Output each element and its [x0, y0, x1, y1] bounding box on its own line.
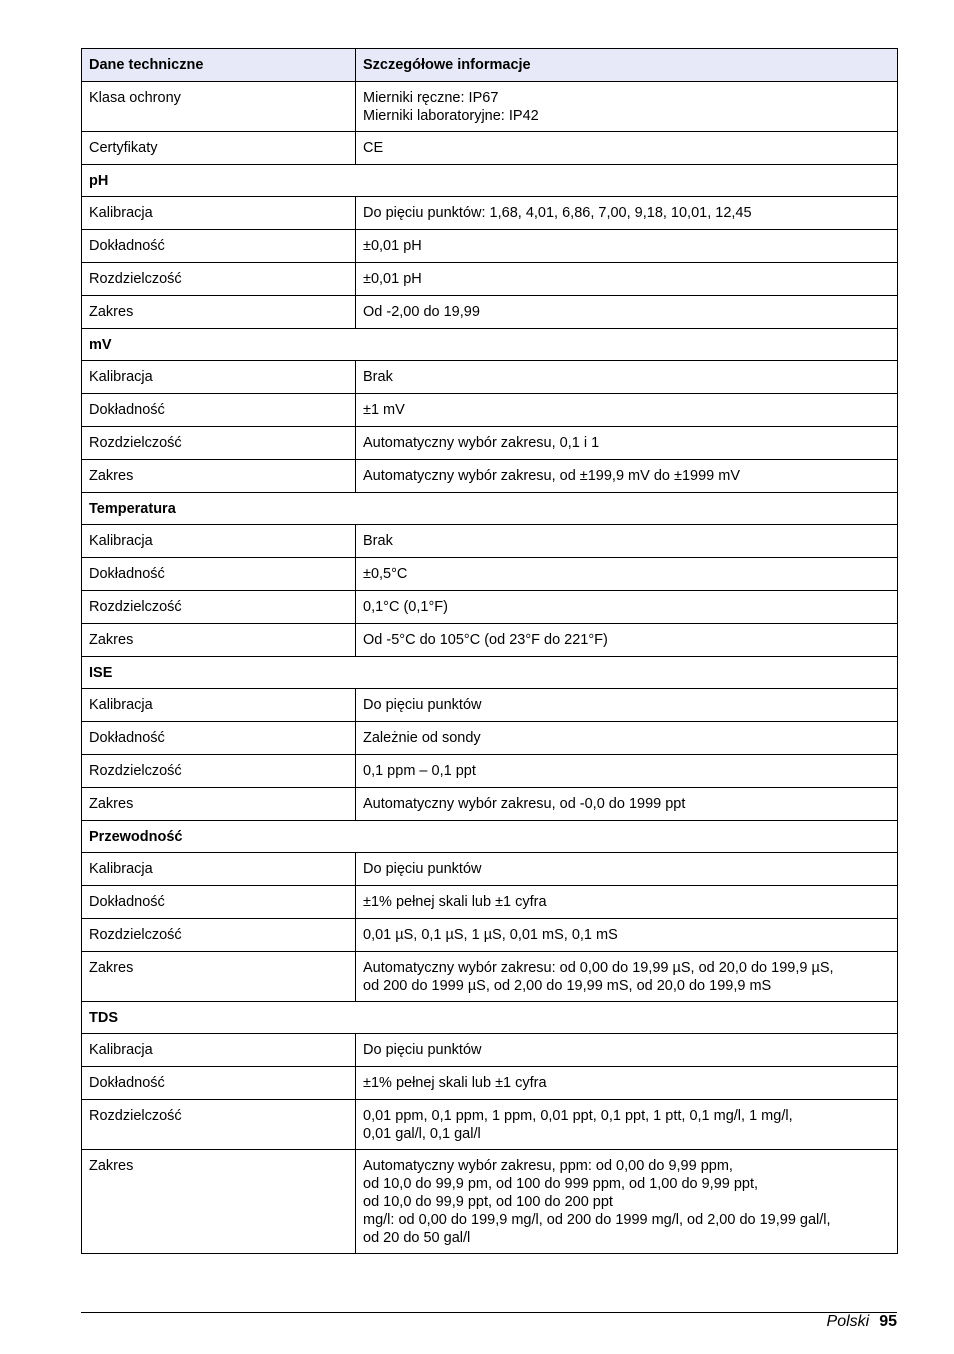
table-header-row [82, 49, 898, 82]
row-value: Do pięciu punktów [356, 853, 898, 886]
row-value: ±0,01 pH [356, 230, 898, 263]
row-value: ±0,5°C [356, 558, 898, 591]
row-label: Dokładność [82, 558, 356, 591]
row-value: 0,01 µS, 0,1 µS, 1 µS, 0,01 mS, 0,1 mS [356, 919, 898, 952]
row-label: Kalibracja [82, 361, 356, 394]
page-number: 95 [879, 1313, 897, 1330]
row-label: Zakres [82, 460, 356, 493]
section-row [82, 1002, 898, 1034]
table-row [82, 525, 898, 558]
row-label: Dokładność [82, 1067, 356, 1100]
section-title: ISE [82, 657, 898, 689]
table-row [82, 394, 898, 427]
row-value: Automatyczny wybór zakresu: od 0,00 do 19,99 µS, od 20,0 do 199,9 µS, od 200 do 1999 µS, od 2,00 do 19,99 mS, od 20,0 do 199,9 mS [356, 952, 898, 1002]
footer-divider [81, 1312, 897, 1313]
table-body [82, 82, 898, 1254]
section-row [82, 493, 898, 525]
row-value: 0,1 ppm – 0,1 ppt [356, 755, 898, 788]
row-value: Brak [356, 525, 898, 558]
row-label: Rozdzielczość [82, 1100, 356, 1150]
table-row [82, 919, 898, 952]
table-row [82, 230, 898, 263]
row-value: ±0,01 pH [356, 263, 898, 296]
row-label: Rozdzielczość [82, 427, 356, 460]
row-value: Do pięciu punktów [356, 1034, 898, 1067]
row-value: Od -2,00 do 19,99 [356, 296, 898, 329]
row-label: Rozdzielczość [82, 919, 356, 952]
row-label: Klasa ochrony [82, 82, 356, 132]
header-cell-details: Szczegółowe informacje [356, 49, 898, 82]
table-row [82, 1067, 898, 1100]
section-row [82, 821, 898, 853]
table-row [82, 132, 898, 165]
table-row [82, 1100, 898, 1150]
header-cell-parameter: Dane techniczne [82, 49, 356, 82]
table-row [82, 755, 898, 788]
section-row [82, 165, 898, 197]
section-title: TDS [82, 1002, 898, 1034]
table-row [82, 361, 898, 394]
section-title: mV [82, 329, 898, 361]
table-row [82, 263, 898, 296]
row-label: Dokładność [82, 394, 356, 427]
row-value: Automatyczny wybór zakresu, ppm: od 0,00 do 9,99 ppm, od 10,0 do 99,9 pm, od 100 do 999 ppm, od 1,00 do 9,99 ppt, od 10,0 do 99,9 ppt, od 100 do 200 ppt mg/l: od 0,00 do 199,9 mg/l, od 200 do 1999 mg/l, od 2,00 do 19,99 gal/l, od 20 do 50 gal/l [356, 1150, 898, 1254]
row-label: Zakres [82, 1150, 356, 1254]
row-label: Zakres [82, 624, 356, 657]
row-label: Dokładność [82, 886, 356, 919]
row-value: Automatyczny wybór zakresu, 0,1 i 1 [356, 427, 898, 460]
table-row [82, 788, 898, 821]
table-row [82, 460, 898, 493]
row-value: Brak [356, 361, 898, 394]
table-row [82, 427, 898, 460]
row-value: ±1 mV [356, 394, 898, 427]
row-value: Mierniki ręczne: IP67 Mierniki laboratoryjne: IP42 [356, 82, 898, 132]
page-footer [827, 1313, 897, 1331]
table-row [82, 886, 898, 919]
row-value: CE [356, 132, 898, 165]
row-label: Zakres [82, 788, 356, 821]
row-value: Do pięciu punktów: 1,68, 4,01, 6,86, 7,00, 9,18, 10,01, 12,45 [356, 197, 898, 230]
row-label: Zakres [82, 296, 356, 329]
row-label: Kalibracja [82, 689, 356, 722]
table-row [82, 689, 898, 722]
table-row [82, 1034, 898, 1067]
row-label: Kalibracja [82, 1034, 356, 1067]
row-label: Kalibracja [82, 525, 356, 558]
row-label: Rozdzielczość [82, 263, 356, 296]
section-title: Temperatura [82, 493, 898, 525]
row-value: Od -5°C do 105°C (od 23°F do 221°F) [356, 624, 898, 657]
table-row [82, 296, 898, 329]
row-value: Automatyczny wybór zakresu, od -0,0 do 1999 ppt [356, 788, 898, 821]
row-value: Do pięciu punktów [356, 689, 898, 722]
section-title: pH [82, 165, 898, 197]
table-row [82, 1150, 898, 1254]
section-row [82, 657, 898, 689]
row-label: Dokładność [82, 722, 356, 755]
table-row [82, 722, 898, 755]
row-label: Rozdzielczość [82, 591, 356, 624]
row-value: ±1% pełnej skali lub ±1 cyfra [356, 886, 898, 919]
table-row [82, 853, 898, 886]
table-row [82, 82, 898, 132]
row-value: ±1% pełnej skali lub ±1 cyfra [356, 1067, 898, 1100]
table-row [82, 558, 898, 591]
section-title: Przewodność [82, 821, 898, 853]
row-value: Zależnie od sondy [356, 722, 898, 755]
row-value: 0,01 ppm, 0,1 ppm, 1 ppm, 0,01 ppt, 0,1 ppt, 1 ptt, 0,1 mg/l, 1 mg/l, 0,01 gal/l, 0,1 gal/l [356, 1100, 898, 1150]
table-row [82, 624, 898, 657]
specifications-table [81, 48, 898, 1254]
table-row [82, 591, 898, 624]
row-value: Automatyczny wybór zakresu, od ±199,9 mV do ±1999 mV [356, 460, 898, 493]
row-value: 0,1°C (0,1°F) [356, 591, 898, 624]
row-label: Kalibracja [82, 197, 356, 230]
table-header [82, 49, 898, 82]
row-label: Dokładność [82, 230, 356, 263]
row-label: Certyfikaty [82, 132, 356, 165]
row-label: Kalibracja [82, 853, 356, 886]
section-row [82, 329, 898, 361]
row-label: Rozdzielczość [82, 755, 356, 788]
table-row [82, 197, 898, 230]
footer-language: Polski [826, 1313, 870, 1330]
row-label: Zakres [82, 952, 356, 1002]
table-row [82, 952, 898, 1002]
